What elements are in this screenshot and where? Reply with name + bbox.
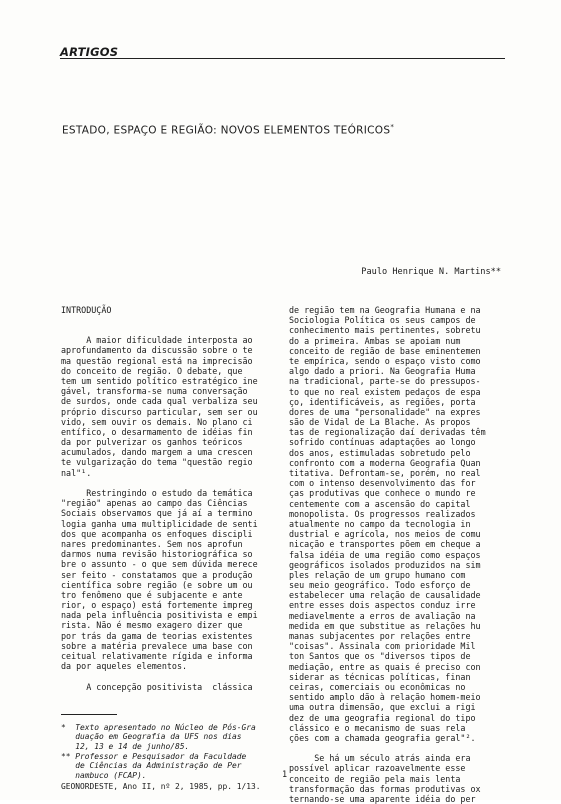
text-line: sofrido contínuas adaptações ao longo — [289, 437, 476, 448]
page-number: 1 — [282, 770, 288, 780]
text-line: Sociais observamos que já aí a termino — [61, 508, 253, 519]
section-heading: INTRODUÇÃO — [61, 305, 112, 315]
right-column — [289, 305, 505, 804]
text-line: te empírica, sendo o espaço visto como — [289, 355, 481, 366]
text-line: logia ganha uma multiplicidade de senti — [61, 518, 258, 529]
text-line: mediação, entre as quais é preciso con — [289, 661, 481, 672]
text-line: na tradicional, parte-se do pressupos- — [289, 376, 481, 387]
text-line: vido, sem ouvir os demais. No plano ci — [61, 416, 253, 427]
text-line: seu meio geográfico. Todo esforço de — [289, 580, 471, 591]
text-line: tem um sentido político estratégico ine — [61, 375, 258, 386]
text-line: ples relação de um grupo humano com — [289, 569, 466, 580]
footnotes — [61, 723, 275, 781]
section-label: ARTIGOS — [60, 45, 119, 59]
footnote-line: ** Professor e Pesquisador da Faculdade — [61, 751, 247, 761]
paragraph — [61, 488, 275, 671]
text-line: Restringindo o estudo da temática — [61, 488, 253, 498]
text-line: A concepção positivista clássica — [61, 681, 253, 692]
footnote-rule — [61, 714, 117, 715]
text-line: siderar as técnicas políticas, finan — [289, 671, 471, 682]
text-line: nal"¹. — [61, 467, 92, 478]
text-line: da por aqueles elementos. — [61, 661, 188, 672]
text-line: gável, transforma-se numa conversação — [61, 386, 248, 397]
footnote-line: nambuco (FCAP). — [61, 770, 147, 780]
article-title-text: ESTADO, ESPAÇO E REGIÃO: NOVOS ELEMENTOS TEÓRICOS — [62, 124, 391, 137]
text-line: "região" apenas ao campo das Ciências — [61, 498, 248, 509]
text-line: mediavelmente a erros de avaliação na — [289, 610, 476, 621]
text-line: ternando-se uma aparente idéia do per — [289, 794, 476, 804]
text-line: to que no real existem pedaços de espa — [289, 386, 481, 397]
left-column — [61, 305, 275, 792]
text-line: uma outra dimensão, que exclui a rigi — [289, 702, 476, 713]
paragraph — [61, 335, 275, 478]
text-line: titativa. Defrontam-se, porém, no real — [289, 468, 481, 478]
text-line: A maior dificuldade interposta ao — [61, 335, 253, 346]
text-line: sentido amplo dão à relação homem-meio — [289, 692, 481, 703]
footnote-line: duação em Geografia da UFS nos dias — [61, 732, 242, 742]
text-line: dustrial e agrícola, nos meios de comu — [289, 529, 481, 540]
text-line: tas de regionalização daí derivadas têm — [289, 427, 486, 438]
text-line: entífico, o desarmamento de idéias fin — [61, 426, 253, 437]
text-line: manas subjacentes por relações entre — [289, 631, 471, 641]
text-line: possível aplicar razoavelmente esse — [289, 763, 466, 774]
text-line: nada pela influência positivista e empi — [61, 610, 258, 621]
text-line: com o intenso desenvolvimento das for — [289, 478, 476, 489]
text-line: te vulgarização do tema "questão regio — [61, 457, 253, 468]
text-line: dez de uma geografia regional do tipo — [289, 712, 476, 723]
text-line: ser feito - constatamos que a produção — [61, 569, 253, 580]
text-line: falsa idéia de uma região como espaços — [289, 549, 481, 560]
text-line: ções com a chamada geografia geral"². — [289, 732, 476, 743]
text-line: da por pulverizar os ganhos teóricos — [61, 437, 243, 448]
text-line: por trás da gama de teorias existentes — [61, 630, 253, 641]
text-line: "coisas". Assinala com prioridade Mil — [289, 641, 476, 652]
text-line: centemente com a ascensão do capital — [289, 498, 471, 509]
text-line: nicação e transportes põem em cheque a — [289, 539, 481, 550]
paragraph — [61, 682, 275, 692]
text-line: dos que acompanha os enfoques discipli — [61, 528, 253, 539]
header-rule — [60, 58, 505, 59]
text-line: conceito de região de base eminentemen — [289, 345, 481, 356]
journal-citation: GEONORDESTE, Ano II, nº 2, 1985, pp. 1/13. — [61, 782, 261, 792]
text-line: ceitual relativamente rígida e informa — [61, 651, 253, 661]
text-line: ças produtivas que conhece o mundo re — [289, 488, 476, 499]
text-line: Sociologia Política os seus campos de — [289, 315, 476, 326]
text-line: são de Vidal de La Blache. As propos — [289, 417, 471, 428]
text-line: ton Santos que os "diversos tipos de — [289, 651, 471, 662]
text-line: científica sobre região (e sobre um ou — [61, 579, 253, 590]
article-title — [62, 123, 394, 137]
text-line: do conceito de região. O debate, que — [61, 365, 243, 376]
text-line: tro fenômeno que é subjacente e ante — [61, 589, 243, 600]
text-line: dos anos, estimuladas sobretudo pelo — [289, 447, 471, 458]
text-line: entre esses dois aspectos conduz irre — [289, 600, 476, 611]
footnote-line: de Ciências da Administração de Per — [61, 761, 242, 771]
footnote-line: 12, 13 e 14 de junho/85. — [61, 741, 190, 751]
footnote-line: * Texto apresentado no Núcleo de Pós-Gra — [61, 722, 256, 732]
text-line: estabelecer uma relação de causalidade — [289, 590, 481, 601]
text-line: ceiras, comerciais ou econômicas no — [289, 681, 466, 692]
text-line: rior, o espaço) está fortemente impreg — [61, 600, 253, 611]
text-line: confronto com a moderna Geografia Quan — [289, 457, 481, 468]
text-line: aprofundamento da discussão sobre o te — [61, 345, 253, 356]
text-line: de região tem na Geografia Humana e na — [289, 305, 481, 315]
paragraph — [289, 753, 505, 804]
text-line: algo dado a priori. Na Geografia Huma — [289, 366, 476, 377]
text-line: monopolista. Os progressos realizados — [289, 508, 476, 519]
text-line: bre o assunto - o que sem dúvida merece — [61, 559, 258, 570]
text-line: geográficos isolados produzidos na sim — [289, 559, 481, 570]
text-line: de surdos, onde cada qual verbaliza seu — [61, 396, 258, 407]
text-line: próprio discurso particular, sem ser ou — [61, 406, 258, 417]
text-line: acumulados, dando margem a uma crescen — [61, 447, 253, 458]
text-line: sobre a matéria prevalece uma base con — [61, 640, 253, 651]
text-line: nares predominantes. Sem nos aprofun — [61, 538, 243, 549]
text-line: conhecimento mais pertinentes, sobretu — [289, 325, 481, 336]
text-line: ma questão regional está na imprecisão — [61, 355, 253, 366]
text-line: rista. Não é mesmo exagero dizer que — [61, 620, 243, 631]
text-line: clássico e o mecanismo de suas rela — [289, 722, 466, 733]
text-line: ço, identificáveis, as regiões, porta — [289, 396, 476, 407]
text-line: Se há um século atrás ainda era — [289, 753, 471, 764]
text-line: conceito de região pela mais lenta — [289, 773, 461, 784]
text-line: darmos numa revisão historiográfica so — [61, 549, 253, 560]
article-author: Paulo Henrique N. Martins** — [361, 267, 501, 277]
paragraph — [289, 305, 505, 743]
text-line: do a primeira. Ambas se apoiam num — [289, 335, 461, 346]
text-line: medida em que substitue as relações hu — [289, 620, 481, 631]
title-footnote-mark: * — [390, 123, 395, 131]
text-line: dores de uma "personalidade" na expres — [289, 406, 481, 417]
text-line: transformação das formas produtivas ox — [289, 783, 481, 794]
text-line: atualmente no campo da tecnologia in — [289, 518, 471, 529]
